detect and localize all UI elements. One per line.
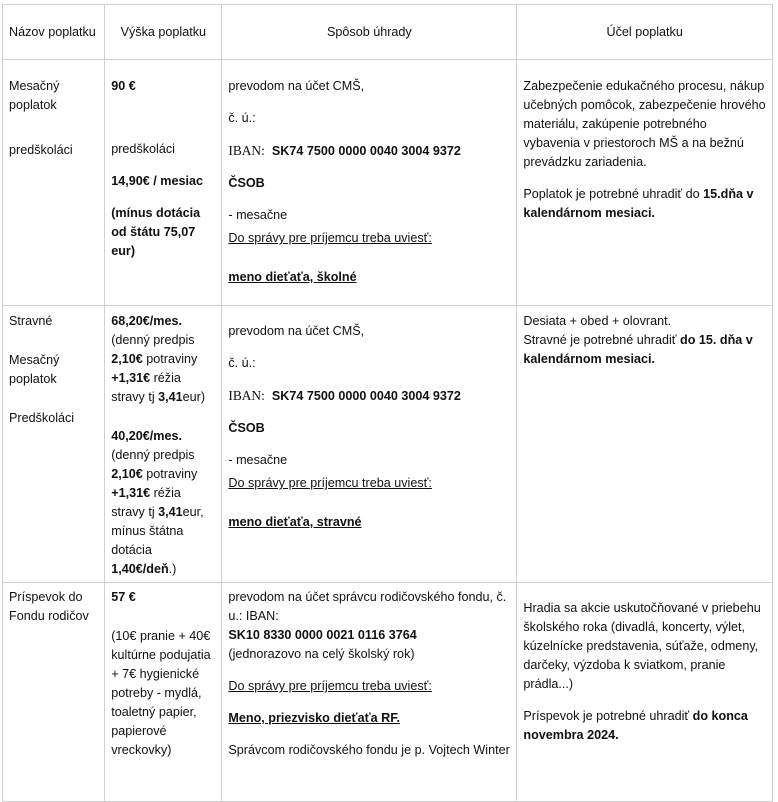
purpose-text: Hradia sa akcie uskutočňované v priebehu školského roka (divadlá, koncerty, výlet, kúzelnícke predstavenia, súťaže, odmeny, darčeky, výzdoba k sviatkom, pranie prádla...): [523, 601, 761, 691]
header-name: Názov poplatku: [3, 5, 105, 60]
payment-method: prevodom na účet CMŠ,: [228, 324, 365, 338]
meal-fee-standard: 68,20€/mes. (denný predpis 2,10€ potraviny +1,31€ réžia stravy tj 3,41eur): [111, 314, 206, 404]
payment-note-value: meno dieťaťa, stravné: [228, 515, 362, 529]
payment-frequency: - mesačne: [228, 453, 288, 467]
amount-value: 90 €: [111, 79, 136, 93]
cell-payment: [222, 306, 517, 583]
payment-frequency: - mesačne: [228, 208, 288, 222]
amount-breakdown: (10€ pranie + 40€ kultúrne podujatia + 7€ hygienické potreby - mydlá, toaletný papier, papierové vreckovky): [111, 629, 211, 757]
iban-line: IBAN: SK74 7500 0000 0040 3004 9372: [228, 388, 461, 403]
meal-fee-preschool: 40,20€/mes. (denný predpis 2,10€ potraviny +1,31€ réžia stravy tj 3,41eur, mínus štátna dotácia 1,40€/deň.): [111, 429, 204, 576]
fund-administrator: Správcom rodičovského fondu je p. Vojtech Winter: [228, 743, 510, 757]
header-payment: Spôsob úhrady: [222, 5, 517, 60]
purpose-text: Desiata + obed + olovrant. Stravné je potrebné uhradiť do 15. dňa v kalendárnom mesiaci.: [523, 314, 753, 366]
payment-note-label: Do správy pre príjemcu treba uviesť:: [228, 476, 432, 490]
header-row: [3, 5, 773, 60]
purpose-deadline: Príspevok je potrebné uhradiť do konca novembra 2024.: [523, 709, 748, 742]
fee-name: Mesačný poplatok: [9, 79, 60, 112]
account-label: č. ú.:: [228, 111, 256, 125]
cell-name: [3, 306, 105, 583]
cell-amount: [105, 60, 222, 306]
fees-table: [2, 4, 773, 802]
payment-frequency: (jednorazovo na celý školský rok): [228, 647, 415, 661]
account-label: č. ú.:: [228, 356, 256, 370]
amount-label: predškoláci: [111, 142, 175, 156]
cell-payment: [222, 60, 517, 306]
payment-method: prevodom na účet správcu rodičovského fondu, č. u.: IBAN:: [228, 590, 507, 623]
cell-name: [3, 60, 105, 306]
purpose-deadline: Poplatok je potrebné uhradiť do 15.dňa v kalendárnom mesiaci.: [523, 187, 754, 220]
amount-subsidy: (mínus dotácia od štátu 75,07 eur): [111, 206, 201, 258]
bank-name: ČSOB: [228, 176, 265, 190]
payment-note-value: Meno, priezvisko dieťaťa RF.: [228, 711, 401, 725]
table-row-monthly-fee: [3, 60, 773, 306]
fee-name: Stravné: [9, 314, 53, 328]
cell-purpose: [517, 60, 773, 306]
cell-amount: [105, 306, 222, 583]
iban-number: SK10 8330 0000 0021 0116 3764: [228, 628, 417, 642]
header-purpose: Účel poplatku: [517, 5, 773, 60]
bank-name: ČSOB: [228, 421, 265, 435]
payment-note-label: Do správy pre príjemcu treba uviesť:: [228, 679, 432, 693]
iban-number: SK74 7500 0000 0040 3004 9372: [271, 144, 461, 158]
fee-subname-2: Predškoláci: [9, 411, 75, 425]
cell-purpose: [517, 583, 773, 802]
amount-value: 57 €: [111, 590, 136, 604]
table-row-parents-fund: [3, 583, 773, 802]
fee-subname: predškoláci: [9, 143, 73, 157]
cell-amount: [105, 583, 222, 802]
iban-line: IBAN: SK74 7500 0000 0040 3004 9372: [228, 143, 461, 158]
purpose-text: Zabezpečenie edukačného procesu, nákup učebných pomôcok, zabezpečenie hrového materiálu, zakúpenie potrebného vybavenia v priestoroch MŠ a na bežnú prevádzku zariadenia.: [523, 79, 766, 169]
amount-monthly: 14,90€ / mesiac: [111, 174, 203, 188]
payment-method: prevodom na účet CMŠ,: [228, 79, 365, 93]
fee-name: Príspevok do Fondu rodičov: [9, 590, 89, 623]
iban-number: SK74 7500 0000 0040 3004 9372: [271, 389, 461, 403]
fee-subname: Mesačný poplatok: [9, 353, 60, 386]
payment-note-value: meno dieťaťa, školné: [228, 270, 357, 284]
cell-purpose: [517, 306, 773, 583]
cell-payment: [222, 583, 517, 802]
cell-name: [3, 583, 105, 802]
payment-note-label: Do správy pre príjemcu treba uviesť:: [228, 231, 432, 245]
table-row-meals: [3, 306, 773, 583]
header-amount: Výška poplatku: [105, 5, 222, 60]
